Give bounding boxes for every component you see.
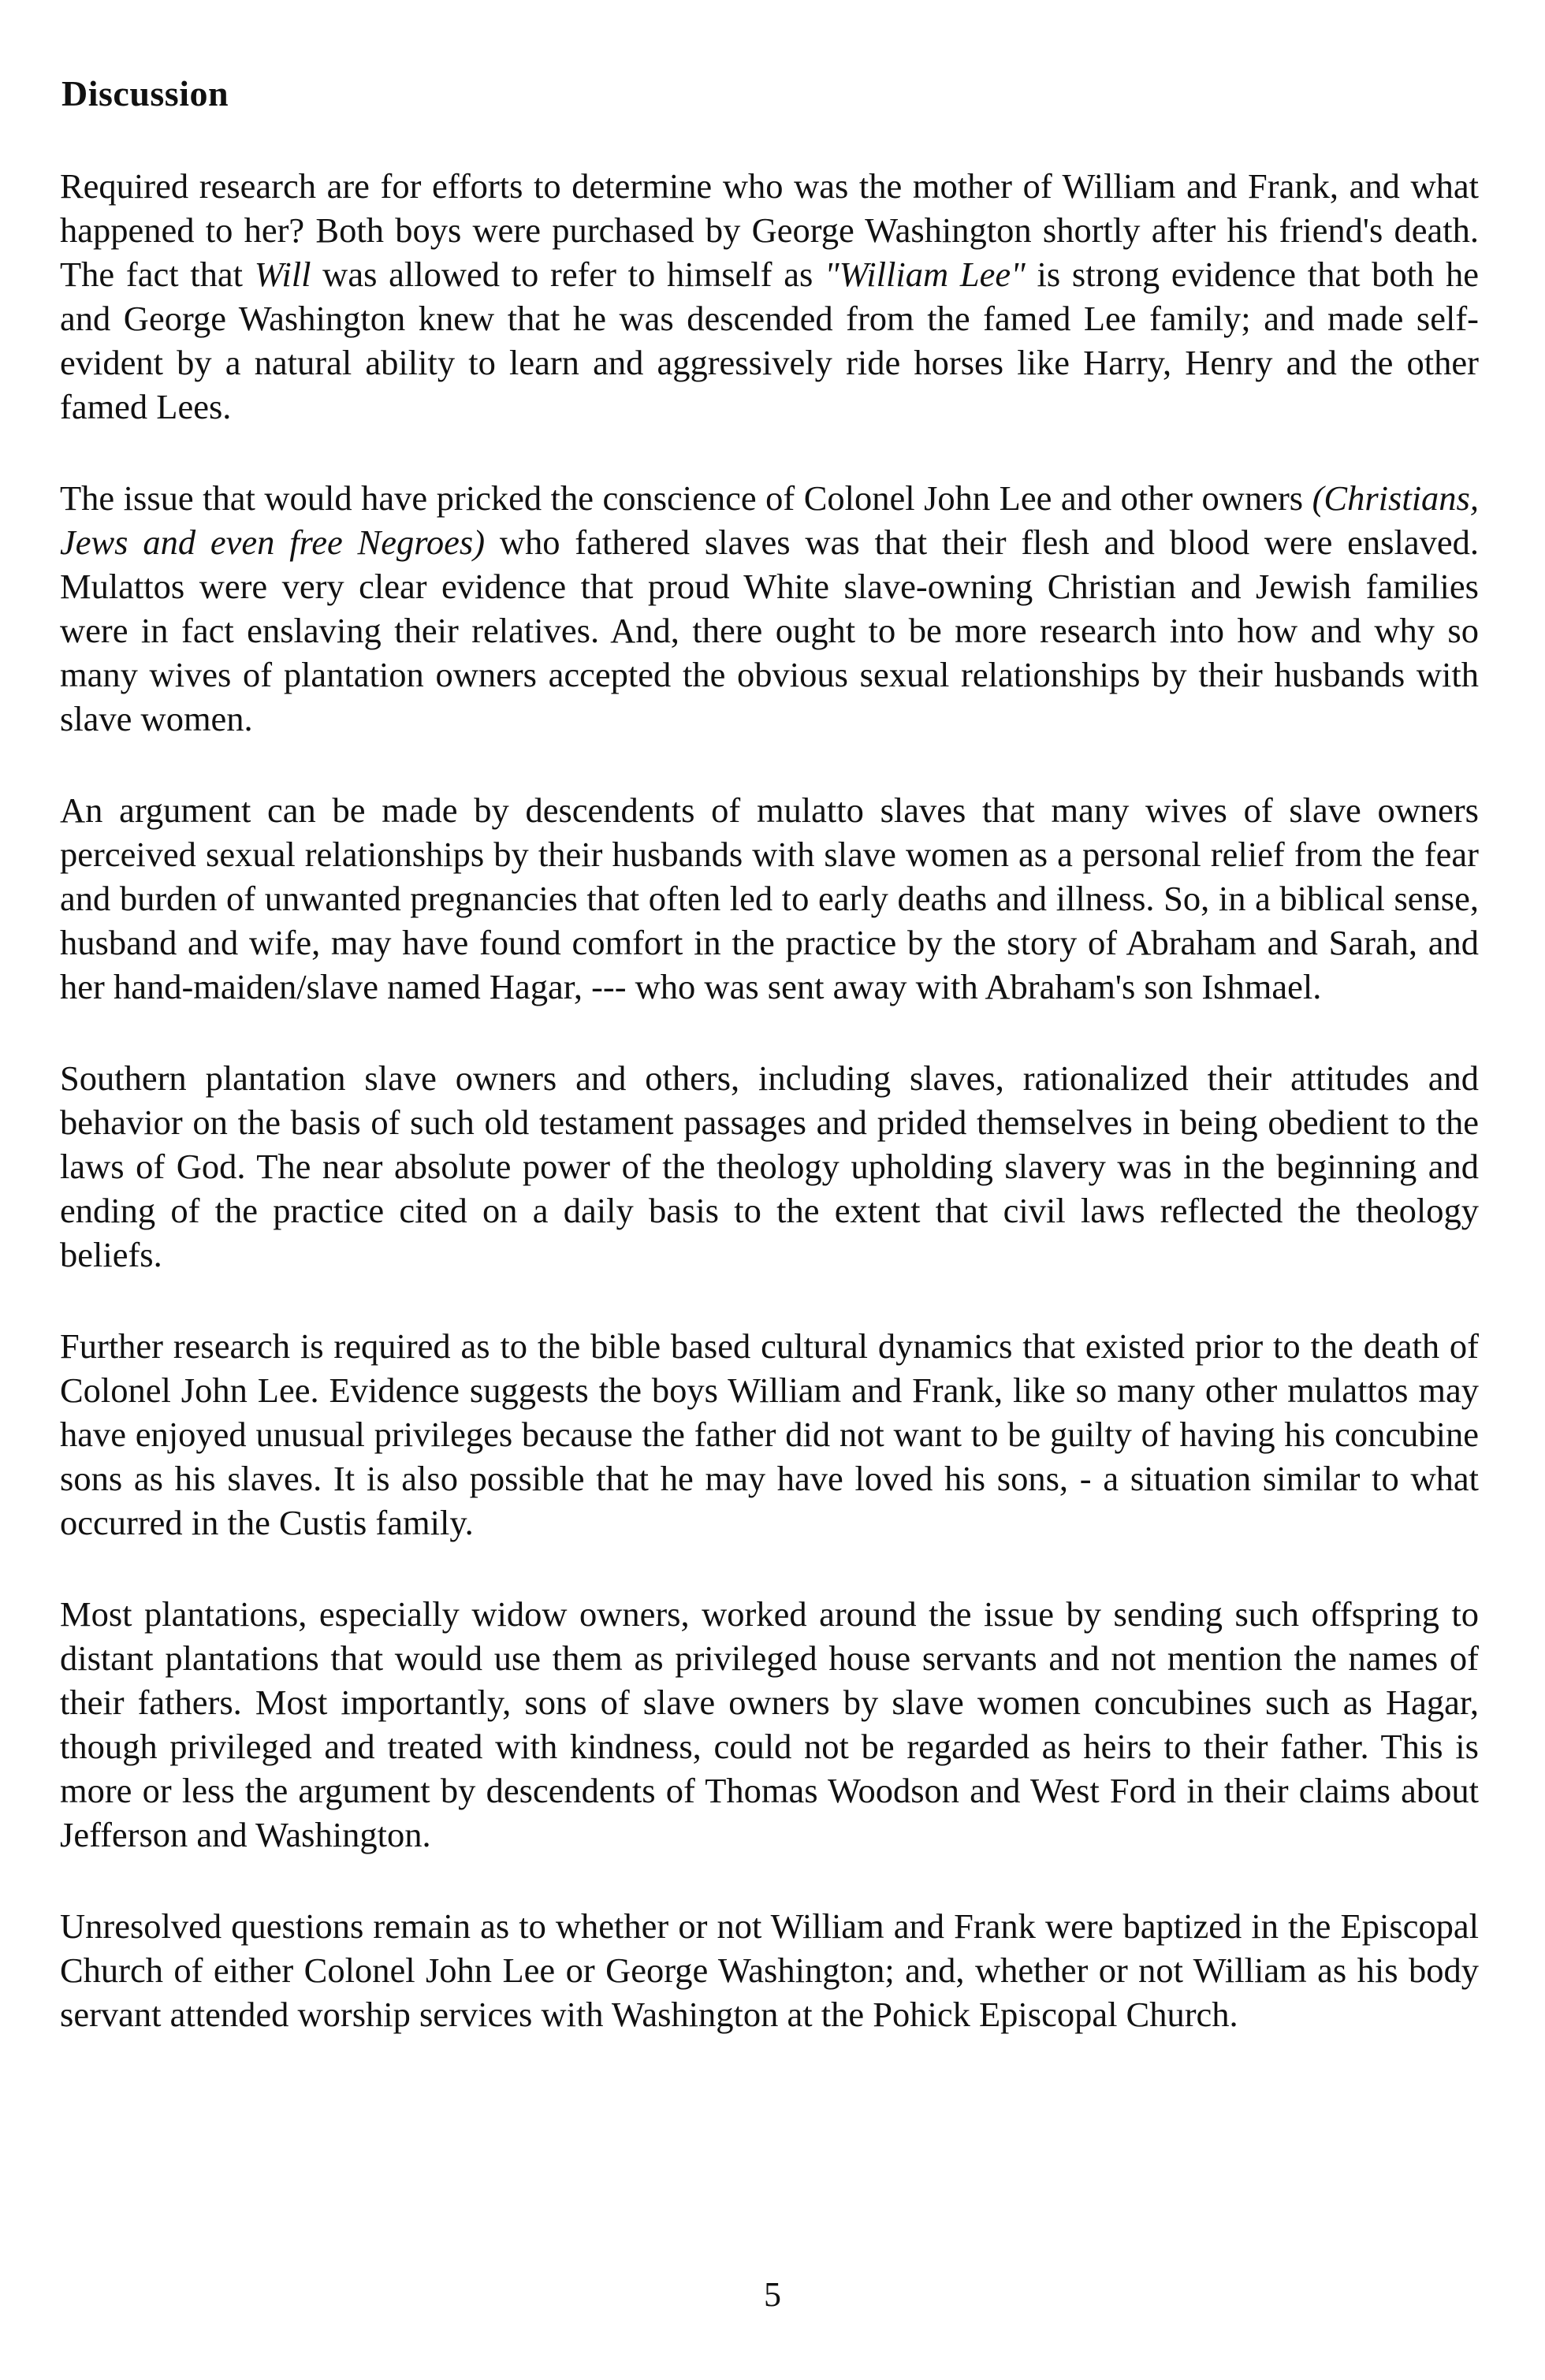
page-number: 5 — [764, 2275, 781, 2314]
paragraph-5: Further research is required as to the bible based cultural dynamics that existed prior to the death of Colonel John Lee. Evidence suggests the boys William and Frank, like so many other mulattos may have enjoyed unusual privileges because the father did not want to be guilty of having his concubine sons as his slaves. It is also possible that he may have loved his sons, - a situation similar to what occurred in the Custis family. — [60, 1326, 1479, 1542]
paragraph-3: An argument can be made by descendents of mulatto slaves that many wives of slave owners perceived sexual relationships by their husbands with slave women as a personal relief from the fear and burden of unwanted pregnancies that often led to early deaths and illness. So, in a biblical sense, husband and wife, may have found comfort in the practice by the story of Abraham and Sarah, and her hand-maiden/slave named Hagar, --- who was sent away with Abraham's son Ishmael. — [60, 790, 1479, 1006]
paragraph-1-text-c: was allowed to refer to himself as — [311, 255, 825, 294]
paragraph-7: Unresolved questions remain as to whether or not William and Frank were baptized in the Episcopal Church of either Colonel John Lee or George Washington; and, whether or not William as his body servant attended worship services with Washington at the Pohick Episcopal Church. — [60, 1906, 1479, 2034]
paragraph-1-italic-will: Will — [254, 255, 311, 294]
paragraph-1 — [60, 164, 1479, 429]
paragraph-4: Southern plantation slave owners and others, including slaves, rationalized their attitudes and behavior on the basis of such old testament passages and prided themselves in being obedient to the laws of God. The near absolute power of the theology upholding slavery was in the beginning and ending of the practice cited on a daily basis to the extent that civil laws reflected the theology beliefs. — [60, 1058, 1479, 1274]
section-heading: Discussion — [61, 73, 229, 113]
paragraph-1-text-e: is strong evidence that both he and George Washington knew that he was descended from the famed Lee family; and made self-evident by a natural ability to learn and aggressively ride horses like Harry, Henry and the other famed Lees. — [60, 255, 1479, 426]
paragraph-6: Most plantations, especially widow owners, worked around the issue by sending such offspring to distant plantations that would use them as privileged house servants and not mention the names of their fathers. Most importantly, sons of slave owners by slave women concubines such as Hagar, though privileged and treated with kindness, could not be regarded as heirs to their father. This is more or less the argument by descendents of Thomas Woodson and West Ford in their claims about Jefferson and Washington. — [60, 1594, 1479, 1854]
paragraph-2-italic-owners: (Christians, Jews and even free Negroes) — [60, 478, 1479, 562]
paragraph-1-italic-william-lee: "William Lee" — [825, 255, 1026, 294]
paragraph-2 — [60, 476, 1479, 741]
paragraph-2-text-a: The issue that would have pricked the conscience of Colonel John Lee and other owners — [60, 478, 1312, 518]
paragraph-2-text-c: who fathered slaves was that their flesh and blood were enslaved. Mulattos were very clear evidence that proud White slave-owning Christian and Jewish families were in fact enslaving their relatives. And, there ought to be more research into how and why so many wives of plantation owners accepted the obvious sexual relationships by their husbands with slave women. — [60, 522, 1479, 738]
body-text — [60, 164, 1479, 2084]
paragraph-1-text-a: Required research are for efforts to determine who was the mother of William and Frank, and what happened to her? Both boys were purchased by George Washington shortly after his friend's death. The fact that — [60, 166, 1479, 294]
